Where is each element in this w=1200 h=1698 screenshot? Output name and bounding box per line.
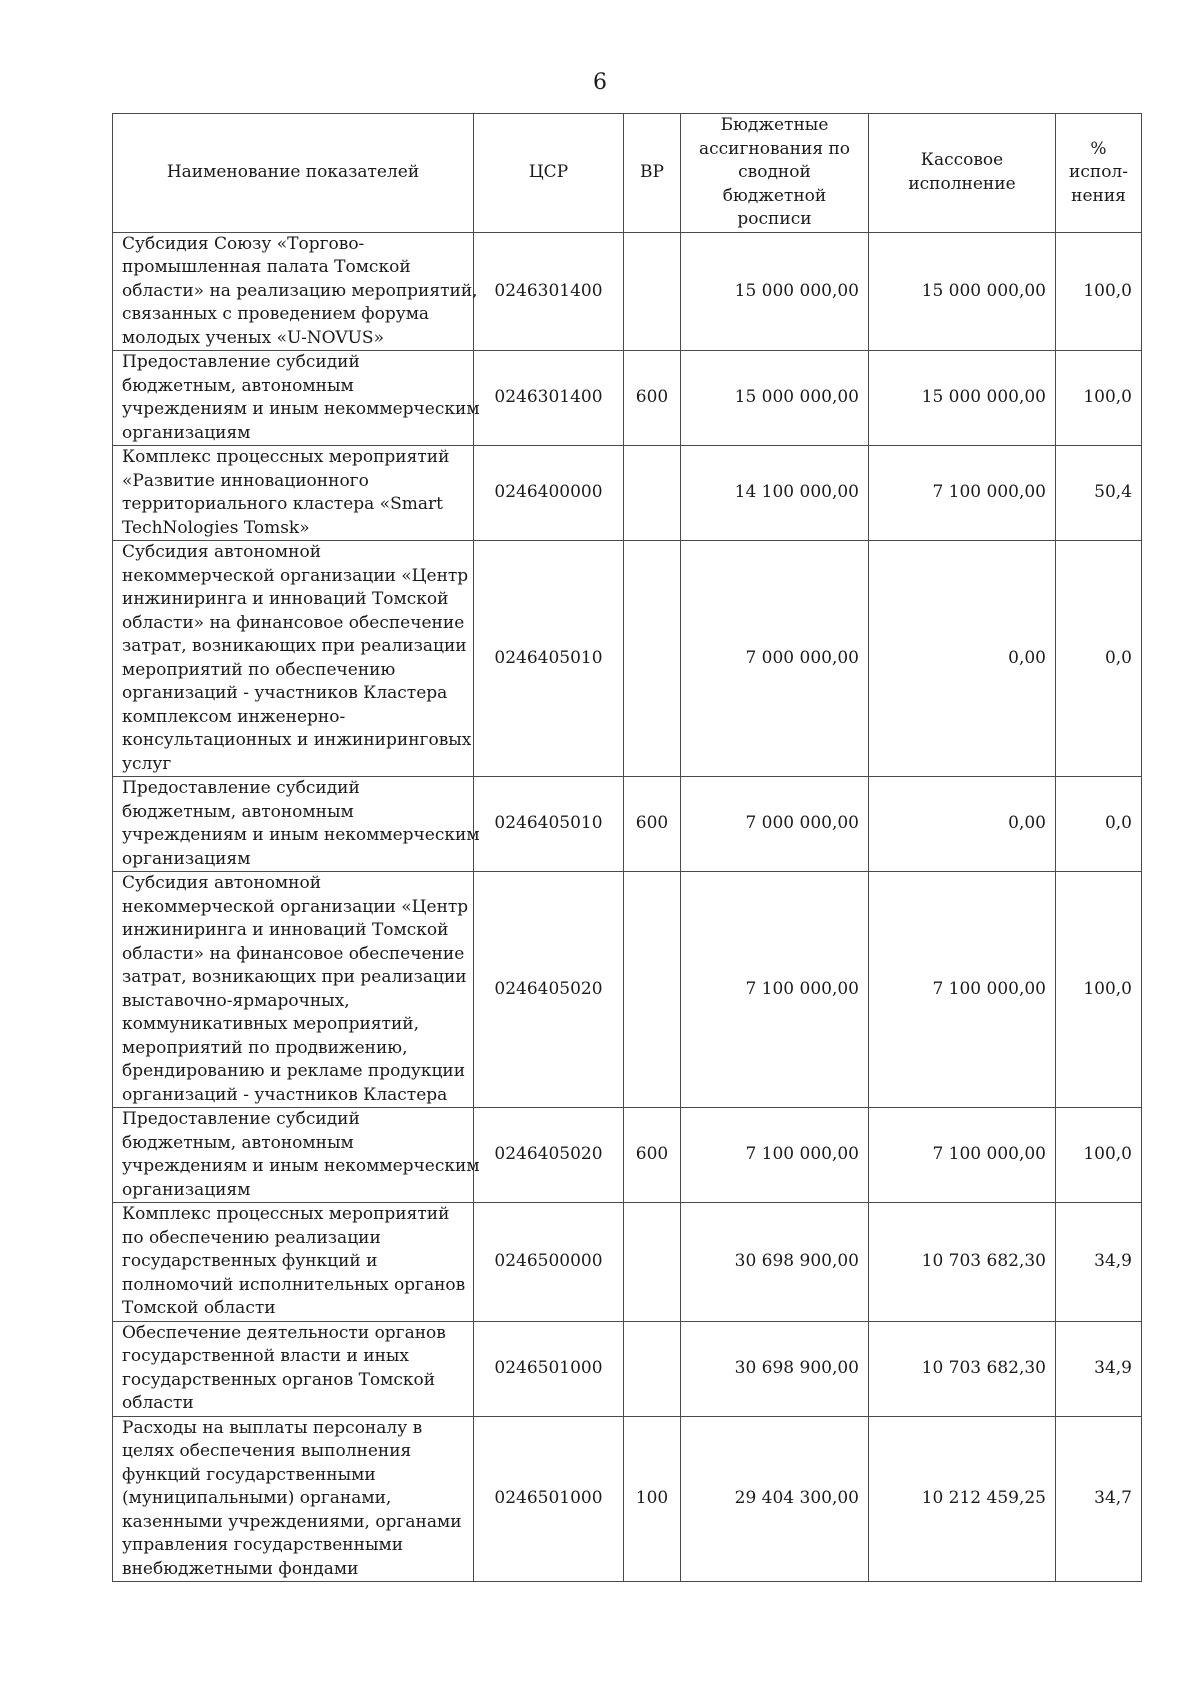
row-name-line: Томской области <box>122 1298 276 1318</box>
row-name-line: полномочий исполнительных органов <box>122 1274 466 1295</box>
header-csr: ЦСР <box>474 114 624 233</box>
row-name-line: организаций - участников Кластера <box>122 683 448 703</box>
row-name-line: Предоставление субсидий <box>122 778 360 798</box>
row-csr-cell: 0246405010 <box>474 541 624 777</box>
row-name-line: Предоставление субсидий <box>122 1109 360 1129</box>
row-percent-cell: 0,0 <box>1056 541 1142 777</box>
header-name: Наименование показателей <box>113 114 474 233</box>
row-csr-cell: 0246405020 <box>474 872 624 1108</box>
row-name-cell <box>113 351 480 446</box>
row-budget-cell: 30 698 900,00 <box>681 1203 869 1322</box>
row-name-line: государственной власти и иных <box>122 1346 410 1366</box>
row-vr-cell: 100 <box>624 1416 681 1582</box>
row-name-line: внебюджетными фондами <box>122 1558 359 1579</box>
budget-execution-table <box>112 113 1142 1582</box>
row-name-line: консультационных и инжиниринговых <box>122 730 472 750</box>
row-vr-cell: 600 <box>624 1108 681 1203</box>
row-name-line: коммуникативных мероприятий, <box>122 1014 420 1034</box>
row-vr-cell <box>624 232 681 351</box>
row-name-line: области <box>122 1393 194 1413</box>
row-name-line: области» на финансовое обеспечение <box>122 943 465 964</box>
table-row <box>113 446 1142 541</box>
header-cash: Кассовое исполнение <box>869 114 1056 233</box>
header-budget: Бюджетные ассигнования по сводной бюджетной росписи <box>681 114 869 233</box>
row-name-line: Предоставление субсидий <box>122 352 360 372</box>
table-body <box>113 232 1142 1582</box>
row-cash-cell: 10 703 682,30 <box>869 1203 1056 1322</box>
row-vr-cell <box>624 872 681 1108</box>
row-csr-cell: 0246405020 <box>474 1108 624 1203</box>
row-name-line: области» на финансовое обеспечение <box>122 612 465 633</box>
row-name-cell <box>113 1321 474 1416</box>
row-name-line: бюджетным, автономным <box>122 1132 354 1153</box>
row-cash-cell: 10 212 459,25 <box>869 1416 1056 1582</box>
table-row <box>113 351 1142 446</box>
row-name-line: молодых ученых «U-NOVUS» <box>122 327 384 348</box>
row-name-line: государственных органов Томской <box>122 1369 436 1390</box>
row-name-line: услуг <box>122 753 172 774</box>
row-percent-cell: 100,0 <box>1056 1108 1142 1203</box>
row-budget-cell: 15 000 000,00 <box>681 351 869 446</box>
row-csr-cell: 0246405010 <box>474 777 624 872</box>
row-percent-cell: 100,0 <box>1056 351 1142 446</box>
table-row <box>113 777 1142 872</box>
row-name-line: Субсидия автономной <box>122 873 322 893</box>
row-csr-cell: 0246501000 <box>474 1416 624 1582</box>
row-budget-cell: 7 100 000,00 <box>681 1108 869 1203</box>
table-row <box>113 1321 1142 1416</box>
row-name-line: мероприятий по обеспечению <box>122 659 396 680</box>
table-row <box>113 541 1142 777</box>
row-vr-cell: 600 <box>624 351 681 446</box>
row-name-line: организациям <box>122 1179 251 1200</box>
row-name-line: промышленная палата Томской <box>122 257 411 277</box>
row-name-line: TechNologies Tomsk» <box>122 517 310 538</box>
row-name-line: организациям <box>122 848 251 869</box>
row-percent-cell: 100,0 <box>1056 872 1142 1108</box>
header-percent: % испол- нения <box>1056 114 1142 233</box>
row-csr-cell: 0246500000 <box>474 1203 624 1322</box>
row-name-line: комплексом инженерно- <box>122 706 346 727</box>
row-name-line: организаций - участников Кластера <box>122 1084 448 1105</box>
row-name-cell <box>113 872 474 1108</box>
row-percent-cell: 0,0 <box>1056 777 1142 872</box>
row-budget-cell: 29 404 300,00 <box>681 1416 869 1582</box>
row-cash-cell: 7 100 000,00 <box>869 1108 1056 1203</box>
row-name-line: выставочно-ярмарочных, <box>122 990 350 1011</box>
row-cash-cell: 15 000 000,00 <box>869 232 1056 351</box>
row-name-line: некоммерческой организации «Центр <box>122 896 469 917</box>
row-name-line: Расходы на выплаты персоналу в <box>122 1417 423 1438</box>
row-cash-cell: 15 000 000,00 <box>869 351 1056 446</box>
row-name-line: некоммерческой организации «Центр <box>122 565 469 586</box>
table-row <box>113 1203 1142 1322</box>
table-row <box>113 1416 1142 1582</box>
row-name-cell <box>113 777 480 872</box>
row-name-line: учреждениям и иным некоммерческим <box>122 399 480 419</box>
row-name-line: территориального кластера «Smart <box>122 494 443 514</box>
table-header-row <box>113 114 1142 233</box>
row-percent-cell: 34,7 <box>1056 1416 1142 1582</box>
header-vr: ВР <box>624 114 681 233</box>
row-percent-cell: 100,0 <box>1056 232 1142 351</box>
row-name-line: Обеспечение деятельности органов <box>122 1322 446 1343</box>
row-name-cell <box>113 541 474 777</box>
row-cash-cell: 10 703 682,30 <box>869 1321 1056 1416</box>
row-name-line: инжиниринга и инноваций Томской <box>122 589 449 609</box>
row-percent-cell: 34,9 <box>1056 1321 1142 1416</box>
row-name-line: Комплекс процессных мероприятий <box>122 447 450 467</box>
row-percent-cell: 34,9 <box>1056 1203 1142 1322</box>
table-row <box>113 232 1142 351</box>
table-row <box>113 1108 1142 1203</box>
row-name-line: государственных функций и <box>122 1251 378 1271</box>
row-name-line: затрат, возникающих при реализации <box>122 967 467 987</box>
row-percent-cell: 50,4 <box>1056 446 1142 541</box>
row-csr-cell: 0246400000 <box>474 446 624 541</box>
row-name-line: Субсидия автономной <box>122 542 322 562</box>
row-name-line: затрат, возникающих при реализации <box>122 636 467 656</box>
row-cash-cell: 0,00 <box>869 541 1056 777</box>
row-name-cell <box>113 446 474 541</box>
row-name-line: брендированию и рекламе продукции <box>122 1061 466 1081</box>
row-name-line: учреждениям и иным некоммерческим <box>122 825 480 845</box>
row-name-line: Субсидия Союзу «Торгово- <box>122 233 365 254</box>
row-name-line: Комплекс процессных мероприятий <box>122 1204 450 1224</box>
page-number: 6 <box>593 70 607 95</box>
row-name-line: «Развитие инновационного <box>122 470 369 491</box>
row-name-line: управления государственными <box>122 1535 404 1555</box>
row-vr-cell <box>624 541 681 777</box>
row-name-cell <box>113 1203 474 1322</box>
row-budget-cell: 7 000 000,00 <box>681 541 869 777</box>
row-name-line: по обеспечению реализации <box>122 1227 381 1248</box>
row-budget-cell: 7 000 000,00 <box>681 777 869 872</box>
row-budget-cell: 30 698 900,00 <box>681 1321 869 1416</box>
row-csr-cell: 0246501000 <box>474 1321 624 1416</box>
row-name-line: инжиниринга и инноваций Томской <box>122 920 449 940</box>
table-row <box>113 872 1142 1108</box>
row-csr-cell: 0246301400 <box>474 351 624 446</box>
row-name-cell <box>113 232 478 351</box>
row-cash-cell: 7 100 000,00 <box>869 872 1056 1108</box>
row-vr-cell <box>624 1321 681 1416</box>
row-cash-cell: 7 100 000,00 <box>869 446 1056 541</box>
row-name-line: функций государственными <box>122 1464 376 1485</box>
row-budget-cell: 15 000 000,00 <box>681 232 869 351</box>
row-name-line: бюджетным, автономным <box>122 801 354 822</box>
row-name-line: организациям <box>122 422 251 443</box>
row-cash-cell: 0,00 <box>869 777 1056 872</box>
row-name-line: области» на реализацию мероприятий, <box>122 280 478 301</box>
row-name-line: (муниципальными) органами, <box>122 1488 392 1508</box>
row-vr-cell <box>624 446 681 541</box>
row-name-line: казенными учреждениями, органами <box>122 1511 462 1532</box>
row-name-line: учреждениям и иным некоммерческим <box>122 1156 480 1176</box>
row-name-line: мероприятий по продвижению, <box>122 1037 408 1058</box>
row-budget-cell: 14 100 000,00 <box>681 446 869 541</box>
row-name-line: связанных с проведением форума <box>122 304 430 324</box>
row-vr-cell <box>624 1203 681 1322</box>
row-name-line: бюджетным, автономным <box>122 375 354 396</box>
row-name-cell <box>113 1416 474 1582</box>
row-vr-cell: 600 <box>624 777 681 872</box>
row-name-line: целях обеспечения выполнения <box>122 1441 412 1461</box>
row-budget-cell: 7 100 000,00 <box>681 872 869 1108</box>
row-name-cell <box>113 1108 480 1203</box>
row-csr-cell: 0246301400 <box>474 232 624 351</box>
